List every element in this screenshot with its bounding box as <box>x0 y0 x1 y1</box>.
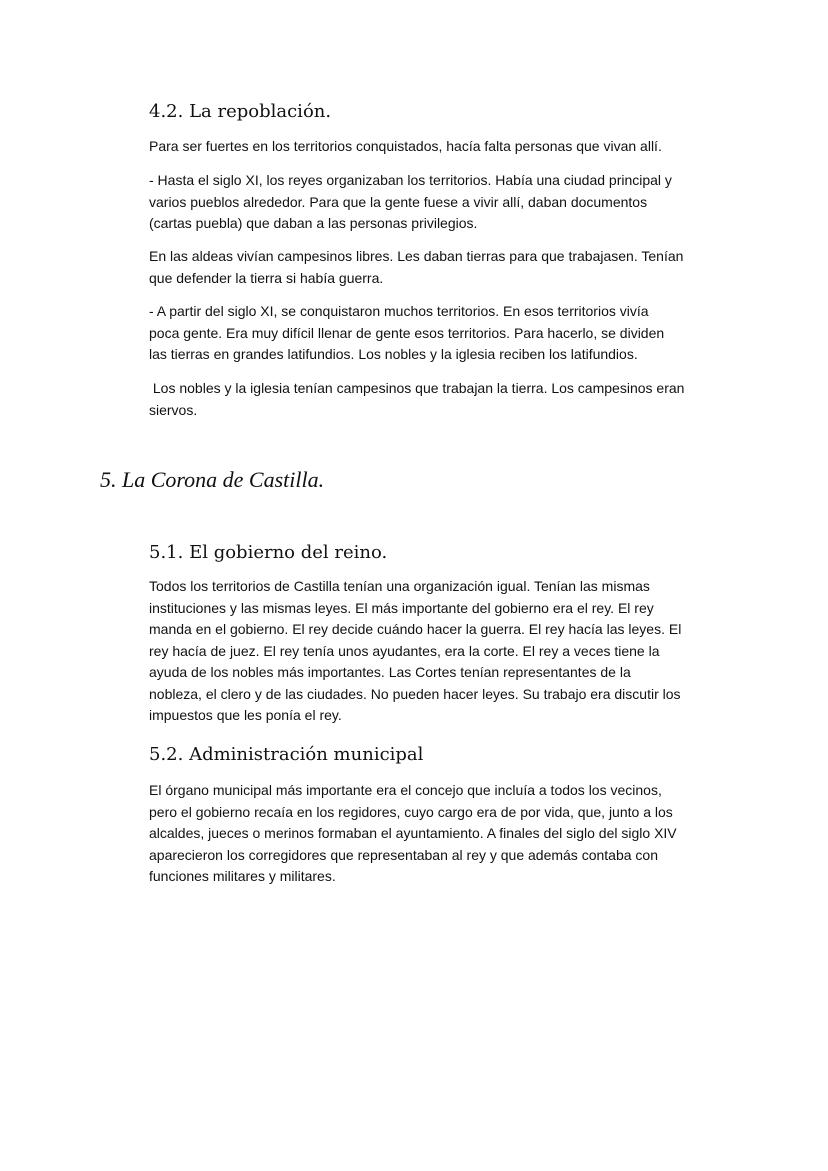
text-line: pero el gobierno recaía en los regidores, cuyo cargo era de por vida, que, junto a los <box>149 803 673 820</box>
text-line: (cartas puebla) que daban a las personas privilegios. <box>149 215 478 231</box>
text-line: rey hacía de juez. El rey tenía unos ayudantes, era la corte. El rey a veces tiene la <box>149 642 660 659</box>
text-line: impuestos que les ponía el rey. <box>149 707 342 723</box>
paragraph-4-2-2 <box>149 170 739 235</box>
heading-4-2: 4.2. La repoblación. <box>149 101 332 122</box>
paragraph-4-2-3 <box>149 246 739 289</box>
text-line: las tierras en grandes latifundios. Los nobles y la iglesia reciben los latifundios. <box>149 346 638 362</box>
paragraph-5-2-1 <box>149 780 739 888</box>
paragraph-4-2-1 <box>149 136 739 158</box>
paragraph-5-1-1 <box>149 576 739 727</box>
text-line: El órgano municipal más importante era el concejo que incluía a todos los vecinos, <box>149 782 662 798</box>
text-line: poca gente. Era muy difícil llenar de gente esos territorios. Para hacerlo, se dividen <box>149 324 665 341</box>
text-line: siervos. <box>149 401 198 418</box>
text-line: - A partir del siglo XI, se conquistaron muchos territorios. En esos territorios vivía <box>149 303 649 319</box>
text-line: Los nobles y la iglesia tenían campesinos que trabajan la tierra. Los campesinos eran <box>149 380 685 396</box>
text-line: En las aldeas vivían campesinos libres. Les daban tierras para que trabajasen. Tenían <box>149 248 684 264</box>
text-line: instituciones y las mismas leyes. El más importante del gobierno era el rey. El rey <box>149 599 654 616</box>
paragraph-4-2-5 <box>149 378 739 421</box>
text-line: nobleza, el clero y de las ciudades. No pueden hacer leyes. Su trabajo era discutir los <box>149 685 681 702</box>
text-line: funciones militares y militares. <box>149 868 336 884</box>
text-line: - Hasta el siglo XI, los reyes organizaban los territorios. Había una ciudad principal y <box>149 172 672 188</box>
text-line: varios pueblos alrededor. Para que la gente fuese a vivir allí, daban documentos <box>149 193 648 210</box>
text-line: manda en el gobierno. El rey decide cuándo hacer la guerra. El rey hacía las leyes. El <box>149 621 682 637</box>
text-line: alcaldes, jueces o merinos formaban el ayuntamiento. A finales del siglo del siglo XIV <box>149 825 677 841</box>
text-line: Para ser fuertes en los territorios conquistados, hacía falta personas que vivan allí. <box>149 138 662 154</box>
text-line: que defender la tierra si había guerra. <box>149 269 384 286</box>
heading-5-1: 5.1. El gobierno del reino. <box>149 542 388 563</box>
heading-5-2: 5.2. Administración municipal <box>149 744 424 765</box>
text-line: aparecieron los corregidores que representaban al rey y que además contaba con <box>149 846 658 863</box>
heading-5: 5. La Corona de Castilla. <box>100 467 325 492</box>
text-line: Todos los territorios de Castilla tenían una organización igual. Tenían las mismas <box>149 578 650 594</box>
paragraph-4-2-4 <box>149 301 739 366</box>
text-line: ayuda de los nobles más importantes. Las Cortes tenían representantes de la <box>149 664 631 680</box>
